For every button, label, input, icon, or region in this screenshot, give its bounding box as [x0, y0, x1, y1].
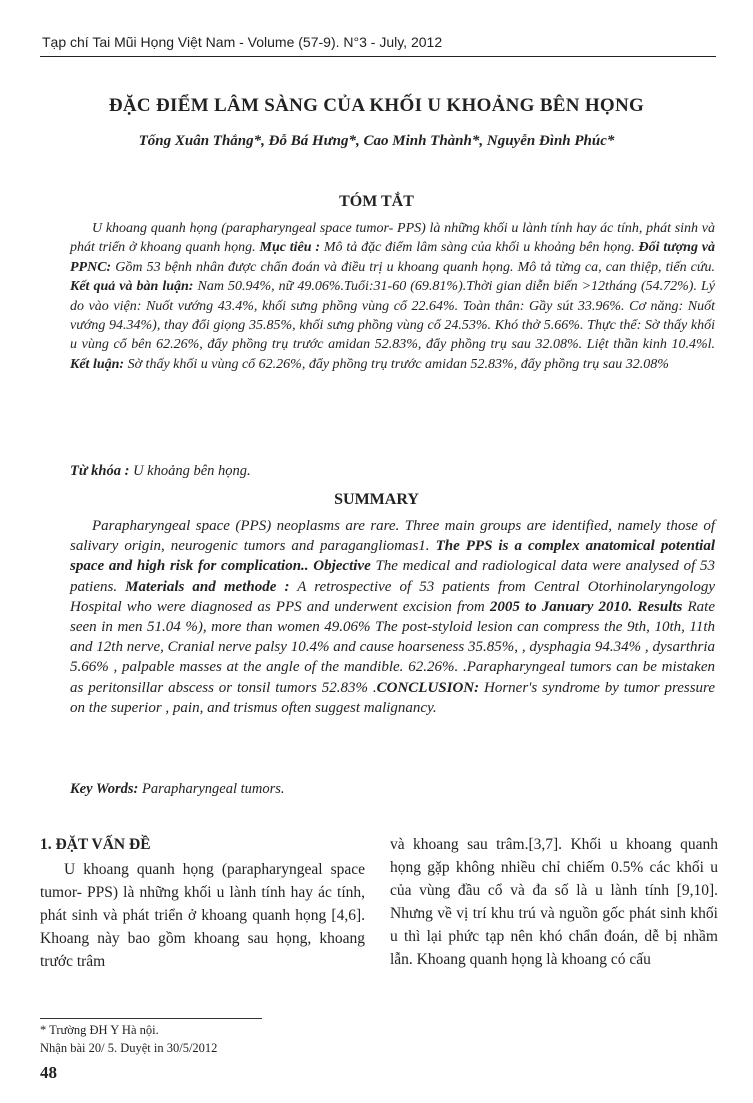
intro-left-column	[40, 833, 365, 973]
intro-heading: 1. ĐẶT VẤN ĐỀ	[40, 836, 151, 853]
summary-results: Rate seen in men 51.04 %), more than women 49.06% The post-styloid lesion can compress the 9th, 10th, 11th and 12th nerve, Cranial nerve palsy 10.4% and cause hoarseness 35.85%, , dysphagia 94.34% , dysarthria 5.66% , palpable masses at the angle of the mandible. 62.26%. .Parapharyngeal tumors can be mistaken as peritonsillar abscess or tonsil tumors 52.83% .	[70, 598, 715, 696]
keywords-en-label: Key Words:	[70, 781, 139, 797]
summary-intro: Parapharyngeal space (PPS) neoplasms are rare. Three main groups are identified, namely those of salivary origin, neurogenic tumors and paragangliomas1.	[70, 518, 715, 555]
summary-objective: The medical and radiological data were analysed of 53 patiens.	[70, 558, 715, 595]
label-ket-luan: Kết luận:	[70, 356, 125, 372]
abstract-vi-heading: TÓM TẮT	[339, 193, 414, 210]
intro-paragraph-left: U khoang quanh họng (parapharyngeal space tumor- PPS) là những khối u lành tính hay ác tính, phát sinh và phát triển ở khoang quanh họng [4,6]. Khoang này bao gồm khoang sau họng, khoang trước trâm	[40, 861, 365, 970]
abstract-vi-body	[70, 219, 715, 374]
summary-conclusion: Horner's syndrome by tumor pressure on the superior , pain, and trismus often suggest malignancy.	[70, 679, 715, 716]
keywords-en-text: Parapharyngeal tumors.	[138, 781, 285, 797]
abstract-vi-conclusion: Sờ thấy khối u vùng cổ 62.26%, đẩy phồng trụ trước amidan 52.83%, đẩy phồng trụ sau 32.08%	[124, 356, 669, 372]
summary-heading: SUMMARY	[334, 491, 419, 508]
label-results: Results	[632, 598, 683, 615]
author-list: Tống Xuân Thắng*, Đỗ Bá Hưng*, Cao Minh Thành*, Nguyễn Đình Phúc*	[138, 133, 615, 149]
abstract-vi-methods: Gồm 53 bệnh nhân được chẩn đoán và điều trị u khoang quanh họng. Mô tả từng ca, can thiệp, tiến cứu.	[111, 259, 715, 275]
abstract-vi-intro: U khoang quanh họng (parapharyngeal space tumor- PPS) là những khối u lành tính hay ác tính, phát sinh và phát triển ở khoang quanh họng.	[70, 221, 715, 256]
header-rule	[40, 56, 716, 57]
label-objective: Objective	[313, 558, 371, 575]
summary-period: 2005 to January 2010.	[489, 598, 633, 615]
footnote-rule	[40, 1018, 262, 1019]
abstract-vi-objective: Mô tả đặc điểm lâm sàng của khối u khoảng bên họng.	[320, 240, 639, 256]
label-doi-tuong: Đối tượng và PPNC:	[70, 240, 715, 275]
intro-paragraph-right: và khoang sau trâm.[3,7]. Khối u khoang quanh họng gặp không nhiều chỉ chiếm 0.5% các khối u của vùng đầu cổ và đa số là u lành tính [9,10]. Nhưng về vị trí khu trú và nguồn gốc phát sinh khối u thì lại phức tạp nên khó chẩn đoán, dễ bị nhầm lẫn. Khoang quanh họng là khoang có cấu	[390, 836, 718, 968]
keywords-vi-label: Từ khóa :	[70, 463, 130, 479]
footnote-affiliation: * Trường ĐH Y Hà nội.	[40, 1023, 159, 1037]
intro-right-column	[390, 833, 718, 971]
summary-methods: A retrospective of 53 patients from Central Otorhinolaryngology Hospital who were diagnosed as PPS and underwent excision from	[70, 578, 715, 615]
keywords-en	[70, 781, 710, 798]
keywords-vi-text: U khoảng bên họng.	[129, 463, 251, 479]
label-materials: Materials and methode :	[125, 578, 290, 595]
page-number: 48	[40, 1063, 57, 1082]
summary-intro-bold: The PPS is a complex anatomical potential space and high risk for complication..	[70, 538, 716, 575]
label-ket-qua: Kết quả và bàn luận:	[70, 279, 194, 295]
label-conclusion: CONCLUSION:	[376, 679, 480, 696]
footnote-received: Nhận bài 20/ 5. Duyệt in 30/5/2012	[40, 1041, 218, 1055]
abstract-vi-results: Nam 50.94%, nữ 49.06%.Tuổi:31-60 (69.81%).Thời gian diễn biến >12tháng (54.72%). Lý do vào viện: Nuốt vướng 43.4%, khối sưng phồng vùng cổ 22.64%. Toàn thân: Gầy sút 33.96%. Cơ năng: Nuốt vướng 94.34%), thay đổi giọng 35.85%, khối sưng phồng vùng cổ 24.53%. Khó thở 5.66%. Thực thể: Sờ thấy khối u vùng cổ bên 62.26%, đẩy phồng trụ trước amidan 52.83%, đẩy phồng trụ sau 32.08%. Liệt thần kinh 10.4%l.	[70, 279, 715, 353]
running-header: Tạp chí Tai Mũi Họng Việt Nam - Volume (57-9). N°3 - July, 2012	[42, 34, 443, 50]
label-muc-tieu: Mục tiêu :	[259, 240, 321, 256]
article-title: ĐẶC ĐIỂM LÂM SÀNG CỦA KHỐI U KHOẢNG BÊN HỌNG	[108, 95, 645, 116]
summary-body	[70, 516, 715, 718]
keywords-vi	[70, 463, 710, 480]
